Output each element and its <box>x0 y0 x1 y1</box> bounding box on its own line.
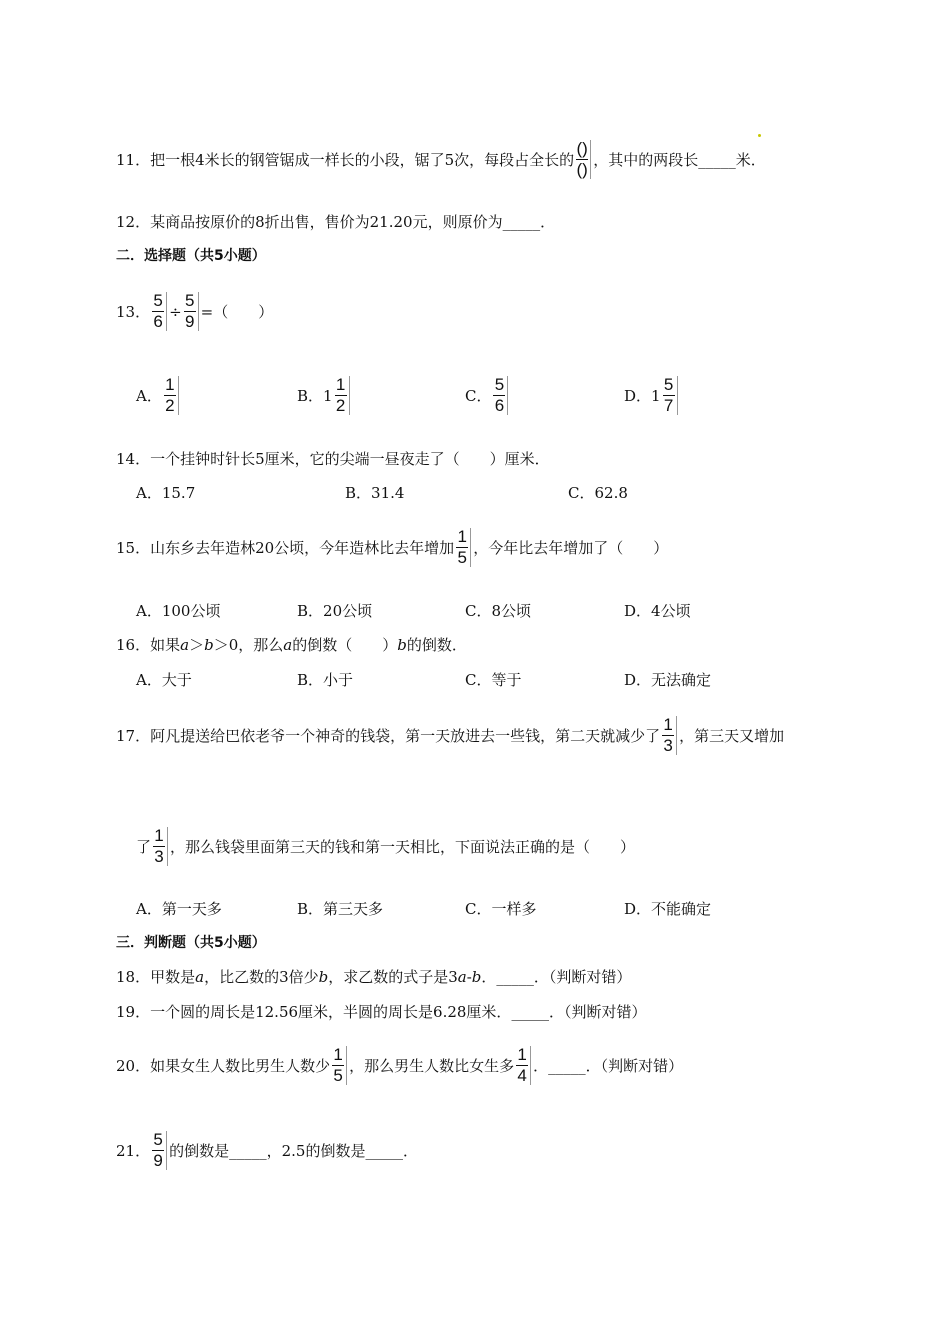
question-14: 14． 一个挂钟时针长5厘米，它的尖端一昼夜走了（ ）厘米． <box>116 450 550 468</box>
section-heading: 三．判断题（共5小题） <box>116 935 266 951</box>
question-17: 17． 阿凡提送给巴依老爷一个神奇的钱袋，第一天放进去一些钱，第二天就减少了 $\frac{1}{3}$ ，第三天又增加 <box>116 715 785 755</box>
question-13: 13． $\frac{5}{6}$ ÷ $\frac{5}{9}$ =（ ） <box>116 291 274 331</box>
question-18: 18． 甲数是 a ，比乙数的3倍少 b ，求乙数的式子是3 a - b ． _____ ．（判断对错） <box>116 967 632 986</box>
option-c[interactable]: C．一样多 <box>465 900 537 918</box>
answer-blank[interactable]: _____ <box>365 1141 403 1160</box>
fraction: $\frac{5}{6}$ <box>152 292 167 331</box>
question-16: 16． 如果 a ＞ b ＞0，那么 a 的倒数（ ） b 的倒数． <box>116 635 467 654</box>
answer-blank[interactable]: _____ <box>496 967 534 986</box>
fraction: $\frac{()}{()}$ <box>576 140 591 179</box>
answer-blank[interactable]: _____ <box>548 1056 586 1075</box>
option-d[interactable]: D．4公顷 <box>624 602 691 620</box>
answer-blank[interactable]: _____ <box>229 1141 267 1160</box>
option-a[interactable]: A． $\frac{1}{2}$ <box>136 376 181 415</box>
question-19: 19． 一个圆的周长是12.56厘米，半圆的周长是6.28厘米． _____ ．（判断对错） <box>116 1002 647 1021</box>
fraction: $\frac{1}{4}$ <box>516 1046 531 1085</box>
question-20: 20． 如果女生人数比男生人数少 $\frac{1}{5}$ ，那么男生人数比女生多 $\frac{1}{4}$ ． _____ ．（判断对错） <box>116 1045 684 1085</box>
option-d[interactable]: D．不能确定 <box>624 900 712 918</box>
fraction: $\frac{1}{5}$ <box>456 528 471 567</box>
option-a[interactable]: A．100公顷 <box>136 602 221 620</box>
option-a[interactable]: A．15.7 <box>136 484 196 502</box>
option-b[interactable]: B． 1 $\frac{1}{2}$ <box>297 376 352 415</box>
option-a[interactable]: A．大于 <box>136 671 192 689</box>
option-b[interactable]: B．20公顷 <box>297 602 373 620</box>
option-b[interactable]: B．31.4 <box>345 484 405 502</box>
fraction: $\frac{1}{3}$ <box>153 827 168 866</box>
question-21: 21． $\frac{5}{9}$ 的倒数是 _____ ，2.5的倒数是 _____ ． <box>116 1130 418 1170</box>
option-c[interactable]: C．8公顷 <box>465 602 532 620</box>
question-12: 12． 某商品按原价的8折出售，售价为21.20元，则原价为 _____ ． <box>116 212 556 231</box>
option-b[interactable]: B．小于 <box>297 671 354 689</box>
option-c[interactable]: C．等于 <box>465 671 522 689</box>
option-c[interactable]: C．62.8 <box>568 484 628 502</box>
fraction: $\frac{1}{5}$ <box>332 1046 347 1085</box>
option-c[interactable]: C． $\frac{5}{6}$ <box>465 376 510 415</box>
option-b[interactable]: B．第三天多 <box>297 900 384 918</box>
option-a[interactable]: A．第一天多 <box>136 900 222 918</box>
option-d[interactable]: D．无法确定 <box>624 671 712 689</box>
answer-blank[interactable]: _____ <box>502 212 541 231</box>
fraction: $\frac{5}{9}$ <box>152 1131 167 1170</box>
option-d[interactable]: D． 1 $\frac{5}{7}$ <box>624 376 680 415</box>
section-heading: 二．选择题（共5小题） <box>116 248 266 264</box>
decorative-dot <box>758 134 761 137</box>
fraction: $\frac{5}{9}$ <box>184 292 199 331</box>
question-11: 11． 把一根4米长的钢管锯成一样长的小段，锯了5次，每段占全长的 $\frac{()}{()}$ ，其中的两段长 _____ 米． <box>116 139 766 179</box>
answer-blank[interactable]: _____ <box>698 150 736 169</box>
answer-blank[interactable]: _____ <box>511 1002 549 1021</box>
question-17-continued: 了 $\frac{1}{3}$ ，那么钱袋里面第三天的钱和第一天相比，下面说法正确的是（ ） <box>136 826 636 866</box>
fraction: $\frac{1}{3}$ <box>662 716 677 755</box>
question-15: 15． 山东乡去年造林20公顷，今年造林比去年增加 $\frac{1}{5}$ ，今年比去年增加了（ ） <box>116 527 669 567</box>
